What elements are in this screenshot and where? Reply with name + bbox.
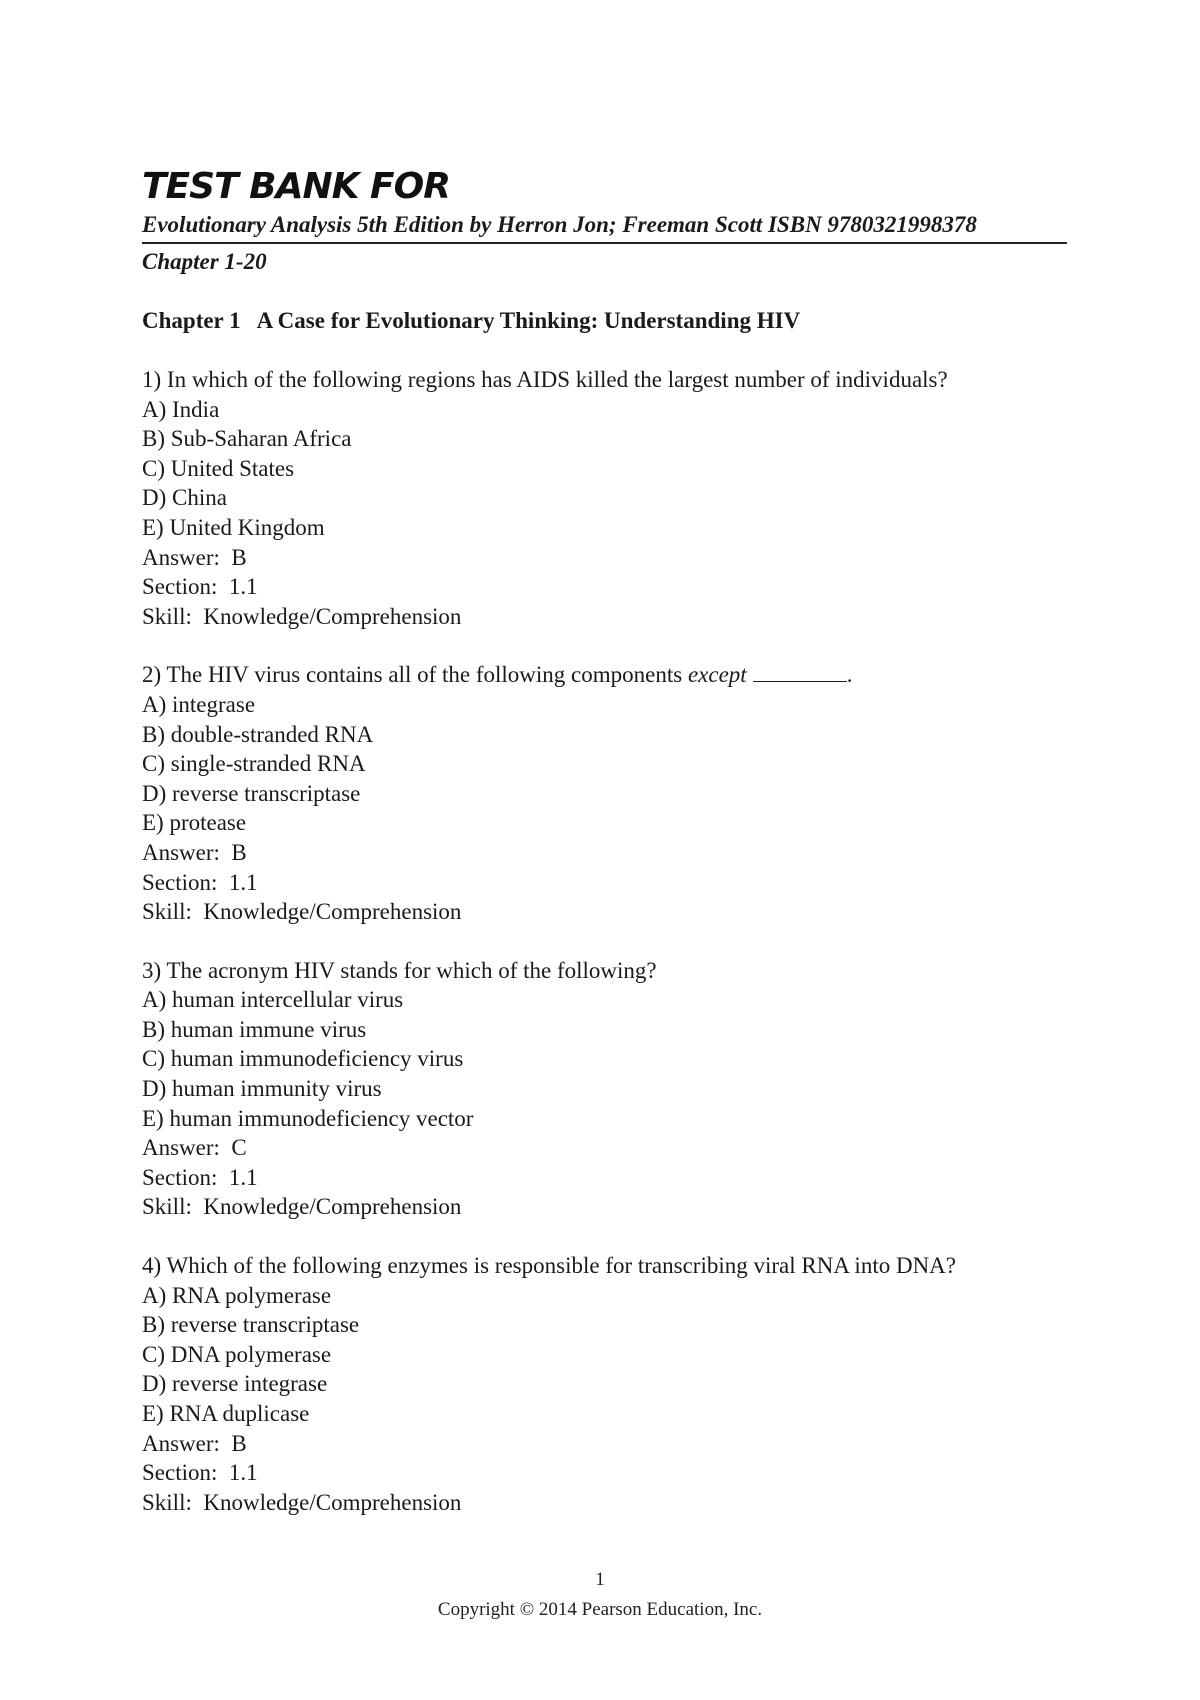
option-b: B) reverse transcriptase [142,1312,360,1338]
option-e: E) United Kingdom [142,514,325,540]
option-c: C) human immunodeficiency virus [142,1046,464,1072]
skill-line: Skill: Knowledge/Comprehension [142,603,462,629]
copyright-notice: Copyright © 2014 Pearson Education, Inc. [437,1599,763,1620]
answer-line: Answer: B [142,544,247,570]
question-stem-emphasis: except [687,662,747,688]
option-b: B) Sub-Saharan Africa [142,426,352,452]
question-stem [142,660,1062,690]
question-stem-end: . [846,662,853,688]
option-a: A) human intercellular virus [142,987,404,1013]
answer-line: Answer: B [142,1430,247,1456]
option-c: C) United States [142,455,295,481]
section-line: Section: 1.1 [142,1460,258,1486]
question-stem: 1) In which of the following regions has AIDS killed the largest number of individuals? [142,367,948,392]
skill-line: Skill: Knowledge/Comprehension [142,1194,462,1220]
chapter-heading: Chapter 1 A Case for Evolutionary Thinking: Understanding HIV [142,308,801,333]
section-line: Section: 1.1 [142,574,258,600]
option-d: D) China [142,485,227,511]
option-a: A) RNA polymerase [142,1282,332,1308]
option-d: D) reverse transcriptase [142,780,361,806]
question-2 [142,660,1062,926]
option-a: A) integrase [142,691,256,717]
answer-blank [753,663,847,682]
test-bank-banner: TEST BANK FOR [142,166,450,207]
book-title-line: Evolutionary Analysis 5th Edition by Herron Jon; Freeman Scott ISBN 9780321998378 [142,210,1067,244]
answer-line: Answer: B [142,839,247,865]
page-content [142,166,1062,1517]
option-e: E) human immunodeficiency vector [142,1105,474,1131]
section-line: Section: 1.1 [142,869,258,895]
option-a: A) India [142,396,220,422]
page-number: 1 [595,1569,605,1590]
question-4 [142,1251,1062,1517]
option-e: E) RNA duplicase [142,1401,310,1426]
option-c: C) single-stranded RNA [142,751,366,777]
option-c: C) DNA polymerase [142,1341,332,1367]
question-3 [142,956,1062,1222]
question-stem: 3) The acronym HIV stands for which of the following? [142,957,657,983]
option-d: D) human immunity virus [142,1076,382,1102]
skill-line: Skill: Knowledge/Comprehension [142,899,462,925]
option-b: B) double-stranded RNA [142,721,374,747]
answer-line: Answer: C [142,1135,247,1161]
question-stem: 4) Which of the following enzymes is responsible for transcribing viral RNA into DNA? [142,1253,956,1279]
chapter-range: Chapter 1-20 [142,249,267,274]
skill-line: Skill: Knowledge/Comprehension [142,1489,462,1515]
option-b: B) human immune virus [142,1016,367,1042]
option-e: E) protease [142,810,247,836]
option-d: D) reverse integrase [142,1371,328,1397]
question-stem-text: 2) The HIV virus contains all of the following components [142,662,688,688]
question-1 [142,365,1062,631]
section-line: Section: 1.1 [142,1164,258,1190]
